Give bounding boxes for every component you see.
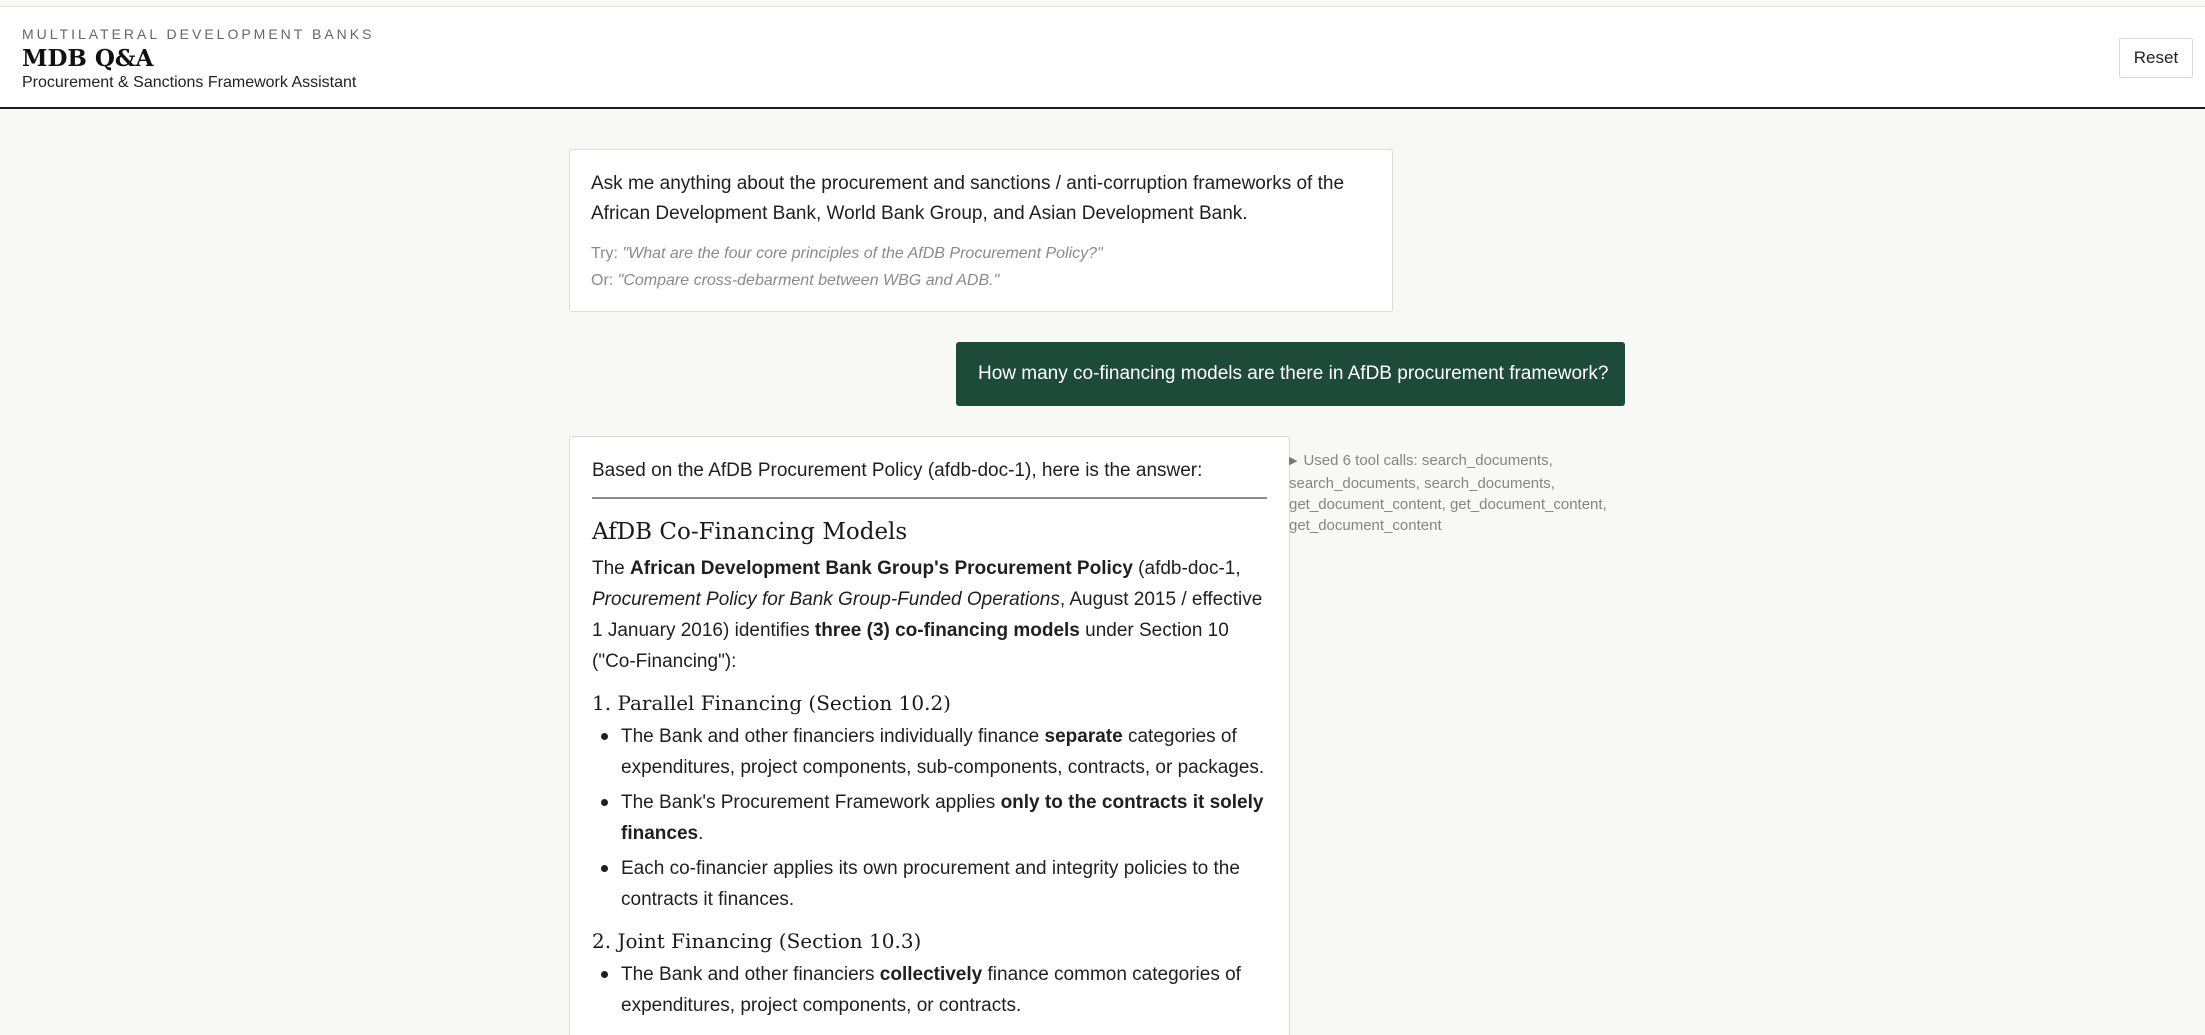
list-item: Each co-financier applies its own procurement and integrity policies to the contracts it finances. <box>592 853 1267 915</box>
list-item: The Bank and other financiers collectively finance common categories of expenditures, project components, or contracts. <box>592 959 1267 1021</box>
answer-paragraph: The African Development Bank Group's Procurement Policy (afdb-doc-1, Procurement Policy for Bank Group-Funded Operations, August 2015 / effective 1 January 2016) identifies three (3) co-financing models under Section 10 ("Co-Financing"): <box>592 558 1263 672</box>
example-try: Try: "What are the four core principles of the AfDB Procurement Policy?" <box>591 245 1103 262</box>
intro-text: Ask me anything about the procurement and sanctions / anti-corruption frameworks of the African Development Bank, World Bank Group, and Asian Development Bank. <box>591 173 1345 224</box>
example-query-1: "What are the four core principles of the AfDB Procurement Policy?" <box>622 245 1103 262</box>
reset-button[interactable]: Reset <box>2119 38 2193 78</box>
header-eyebrow: MULTILATERAL DEVELOPMENT BANKS <box>22 26 375 42</box>
tool-calls-disclosure[interactable] <box>1289 450 1629 536</box>
app-title: MDB Q&A <box>22 45 154 72</box>
parallel-financing-list <box>592 721 1267 915</box>
section-heading-joint: 2. Joint Financing (Section 10.3) <box>592 929 922 953</box>
list-item: The Bank's Procurement Framework applies only to the contracts it solely finances. <box>592 787 1267 849</box>
intro-examples <box>591 240 1371 294</box>
assistant-answer <box>569 436 1290 1035</box>
triangle-right-icon: ▶ <box>1289 455 1298 467</box>
section-heading-parallel: 1. Parallel Financing (Section 10.2) <box>592 691 951 715</box>
answer-heading: AfDB Co-Financing Models <box>592 519 908 545</box>
app-header <box>0 7 2205 109</box>
list-item: The Bank and other financiers individually finance separate categories of expenditures, project components, sub-components, contracts, or packages. <box>592 721 1267 783</box>
joint-financing-list <box>592 959 1267 1021</box>
intro-message <box>569 149 1393 312</box>
tool-calls-summary: Used 6 tool calls: search_documents, search_documents, search_documents, get_document_content, get_document_content, get_document_content <box>1289 452 1607 534</box>
example-or: Or: "Compare cross-debarment between WBG and ADB." <box>591 272 1000 289</box>
answer-intro: Based on the AfDB Procurement Policy (afdb-doc-1), here is the answer: <box>592 457 1267 499</box>
example-query-2: "Compare cross-debarment between WBG and ADB." <box>617 272 1000 289</box>
app-subtitle: Procurement & Sanctions Framework Assistant <box>22 74 357 91</box>
user-message: How many co-financing models are there in AfDB procurement framework? <box>956 342 1625 406</box>
